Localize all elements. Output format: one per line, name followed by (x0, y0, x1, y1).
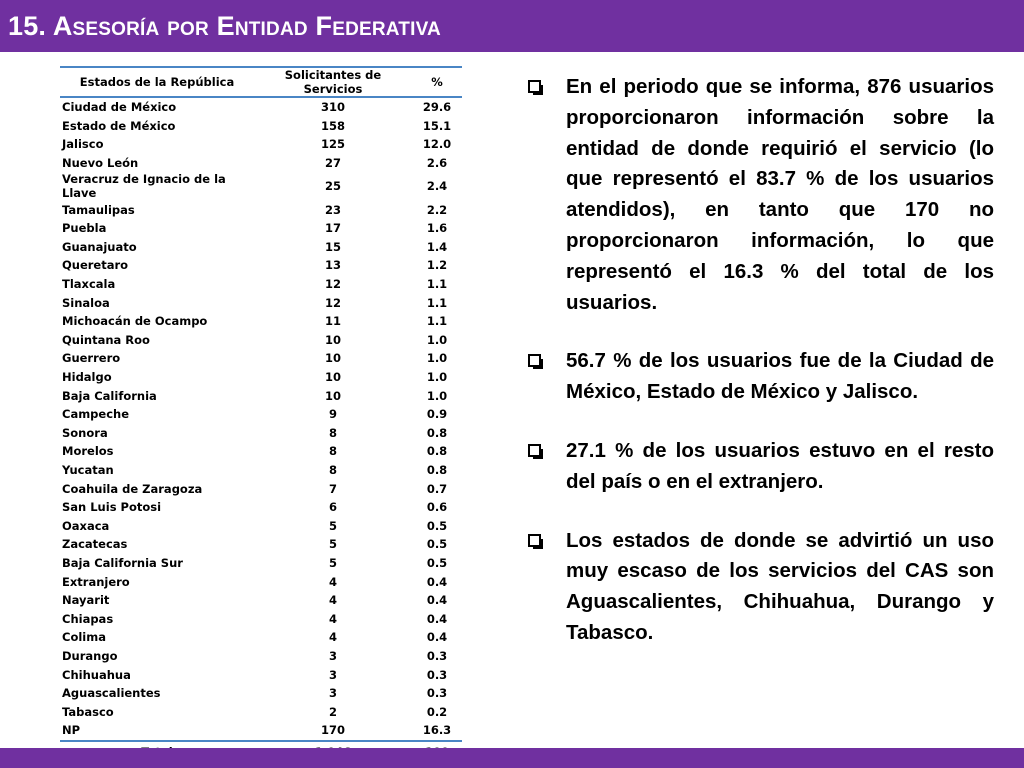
cell-requests: 158 (320, 118, 345, 133)
column-header-percent: % (412, 67, 462, 97)
bullet-text: Los estados de donde se advirtió un uso muy escaso de los servicios del CAS son Aguascalientes, Chihuahua, Durango y Tabasco. (566, 528, 994, 644)
cell-requests: 4 (328, 574, 337, 589)
cell-requests: 25 (324, 179, 341, 194)
cell-state: Yucatan (62, 462, 114, 477)
table-header-row (60, 67, 462, 97)
cell-state: Guerrero (62, 351, 121, 366)
cell-state: Colima (62, 630, 106, 645)
cell-state: Ciudad de México (62, 100, 177, 115)
table-row (60, 293, 462, 312)
checkbox-icon (528, 444, 541, 457)
cell-requests: 5 (328, 518, 337, 533)
table-row (60, 331, 462, 350)
cell-requests: 3 (328, 648, 337, 663)
checkbox-icon (528, 354, 541, 367)
cell-state: Hidalgo (62, 370, 112, 385)
table-row (60, 97, 462, 117)
states-table (60, 66, 462, 764)
cell-state: Sonora (62, 425, 108, 440)
cell-state: Extranjero (62, 574, 130, 589)
table-row (60, 238, 462, 257)
cell-percent: 0.7 (426, 481, 448, 496)
cell-state: Morelos (62, 444, 114, 459)
cell-requests: 3 (328, 667, 337, 682)
cell-percent: 1.2 (426, 258, 448, 273)
table-row (60, 200, 462, 219)
cell-percent: 0.3 (426, 667, 448, 682)
cell-percent: 0.3 (426, 648, 448, 663)
table-row (60, 256, 462, 275)
table-row (60, 368, 462, 387)
cell-percent: 1.0 (426, 332, 448, 347)
cell-percent: 0.4 (426, 574, 448, 589)
cell-state: NP (62, 723, 81, 738)
cell-requests: 2 (328, 704, 337, 719)
cell-requests: 9 (328, 407, 337, 422)
table-row (60, 535, 462, 554)
cell-requests: 8 (328, 425, 337, 440)
cell-requests: 10 (324, 388, 341, 403)
table-row (60, 424, 462, 443)
cell-percent: 2.6 (426, 156, 448, 171)
bullet-text: En el periodo que se informa, 876 usuarios proporcionaron información sobre la entidad de donde requirió el servicio (lo que representó el 83.7 % de los usuarios atendidos), en tanto que 170 no proporcionaron información, lo que representó el 16.3 % del total de los usuarios. (566, 75, 994, 314)
cell-percent: 0.6 (426, 500, 448, 515)
cell-percent: 15.1 (422, 118, 452, 133)
cell-percent: 16.3 (422, 723, 452, 738)
table-row (60, 498, 462, 517)
cell-percent: 12.0 (422, 137, 452, 152)
cell-requests: 10 (324, 370, 341, 385)
table-row (60, 405, 462, 424)
cell-requests: 4 (328, 611, 337, 626)
table-row (60, 702, 462, 721)
cell-requests: 8 (328, 462, 337, 477)
cell-requests: 17 (324, 221, 341, 236)
cell-requests: 7 (328, 481, 337, 496)
cell-state: Veracruz de Ignacio de la Llave (62, 172, 226, 201)
cell-percent: 0.3 (426, 686, 448, 701)
cell-percent: 1.0 (426, 351, 448, 366)
cell-requests: 3 (328, 686, 337, 701)
cell-percent: 0.4 (426, 611, 448, 626)
cell-requests: 10 (324, 351, 341, 366)
bullet-item (522, 526, 994, 649)
table-row (60, 386, 462, 405)
cell-percent: 1.1 (426, 277, 448, 292)
cell-percent: 0.2 (426, 704, 448, 719)
cell-state: Nuevo León (62, 156, 139, 171)
cell-percent: 0.4 (426, 630, 448, 645)
table-row (60, 572, 462, 591)
bullet-item (522, 436, 994, 498)
bullet-list (522, 72, 994, 677)
cell-requests: 12 (324, 295, 341, 310)
cell-percent: 1.0 (426, 388, 448, 403)
checkbox-icon (528, 534, 541, 547)
cell-requests: 5 (328, 537, 337, 552)
table-row (60, 154, 462, 173)
cell-state: Chiapas (62, 611, 114, 626)
table-row (60, 349, 462, 368)
cell-percent: 2.4 (426, 179, 448, 194)
cell-requests: 170 (320, 723, 345, 738)
cell-percent: 0.8 (426, 444, 448, 459)
table-row (60, 479, 462, 498)
bullet-item (522, 72, 994, 318)
cell-state: Tabasco (62, 704, 114, 719)
title-bar (0, 0, 1024, 52)
cell-state: Tamaulipas (62, 202, 135, 217)
cell-state: Guanajuato (62, 239, 137, 254)
cell-requests: 23 (324, 202, 341, 217)
table-row (60, 135, 462, 154)
cell-percent: 1.0 (426, 370, 448, 385)
cell-requests: 4 (328, 593, 337, 608)
cell-percent: 29.6 (422, 100, 452, 115)
cell-state: Aguascalientes (62, 686, 161, 701)
cell-requests: 27 (324, 156, 341, 171)
table-row (60, 554, 462, 573)
cell-percent: 0.5 (426, 537, 448, 552)
table-row (60, 219, 462, 238)
slide-title: 15. Asesoría por Entidad Federativa (8, 11, 441, 41)
cell-state: Puebla (62, 221, 107, 236)
footer-bar (0, 748, 1024, 768)
cell-state: Coahuila de Zaragoza (62, 481, 203, 496)
cell-state: Tlaxcala (62, 277, 116, 292)
cell-state: Durango (62, 648, 118, 663)
cell-state: Sinaloa (62, 295, 110, 310)
bullet-item (522, 346, 994, 408)
cell-percent: 1.1 (426, 295, 448, 310)
cell-percent: 0.9 (426, 407, 448, 422)
cell-state: Queretaro (62, 258, 129, 273)
cell-requests: 4 (328, 630, 337, 645)
states-table-container (60, 66, 462, 764)
bullet-text: 27.1 % de los usuarios estuvo en el resto del país o en el extranjero. (566, 438, 994, 493)
table-row (60, 172, 462, 200)
checkbox-icon (528, 80, 541, 93)
cell-state: Campeche (62, 407, 130, 422)
cell-percent: 0.4 (426, 593, 448, 608)
cell-state: Chihuahua (62, 667, 131, 682)
cell-state: Nayarit (62, 593, 110, 608)
cell-requests: 12 (324, 277, 341, 292)
table-row (60, 591, 462, 610)
cell-state: Baja California Sur (62, 555, 183, 570)
cell-requests: 15 (324, 239, 341, 254)
table-row (60, 117, 462, 136)
cell-requests: 13 (324, 258, 341, 273)
cell-requests: 10 (324, 332, 341, 347)
cell-percent: 0.8 (426, 425, 448, 440)
table-row (60, 461, 462, 480)
cell-percent: 0.8 (426, 462, 448, 477)
cell-percent: 1.4 (426, 239, 448, 254)
column-header-requests: Solicitantes de Servicios (254, 67, 412, 97)
cell-state: Quintana Roo (62, 332, 150, 347)
cell-requests: 8 (328, 444, 337, 459)
cell-requests: 6 (328, 500, 337, 515)
cell-requests: 11 (324, 314, 341, 329)
cell-percent: 0.5 (426, 555, 448, 570)
cell-requests: 125 (320, 137, 345, 152)
table-row (60, 665, 462, 684)
cell-state: Estado de México (62, 118, 176, 133)
cell-state: Baja California (62, 388, 157, 403)
column-header-state: Estados de la República (60, 67, 254, 97)
cell-percent: 1.1 (426, 314, 448, 329)
cell-requests: 310 (320, 100, 345, 115)
table-row (60, 442, 462, 461)
bullet-text: 56.7 % de los usuarios fue de la Ciudad de México, Estado de México y Jalisco. (566, 349, 994, 404)
cell-percent: 2.2 (426, 202, 448, 217)
table-header (60, 67, 462, 97)
table-row (60, 312, 462, 331)
cell-percent: 1.6 (426, 221, 448, 236)
cell-state: San Luis Potosi (62, 500, 162, 515)
table-row (60, 516, 462, 535)
table-row (60, 721, 462, 741)
table-row (60, 647, 462, 666)
table-row (60, 684, 462, 703)
cell-requests: 5 (328, 555, 337, 570)
cell-state: Oaxaca (62, 518, 110, 533)
cell-state: Michoacán de Ocampo (62, 314, 208, 329)
cell-state: Zacatecas (62, 537, 128, 552)
table-row (60, 628, 462, 647)
cell-percent: 0.5 (426, 518, 448, 533)
cell-state: Jalisco (62, 137, 104, 152)
table-body (60, 97, 462, 741)
table-row (60, 275, 462, 294)
table-row (60, 609, 462, 628)
